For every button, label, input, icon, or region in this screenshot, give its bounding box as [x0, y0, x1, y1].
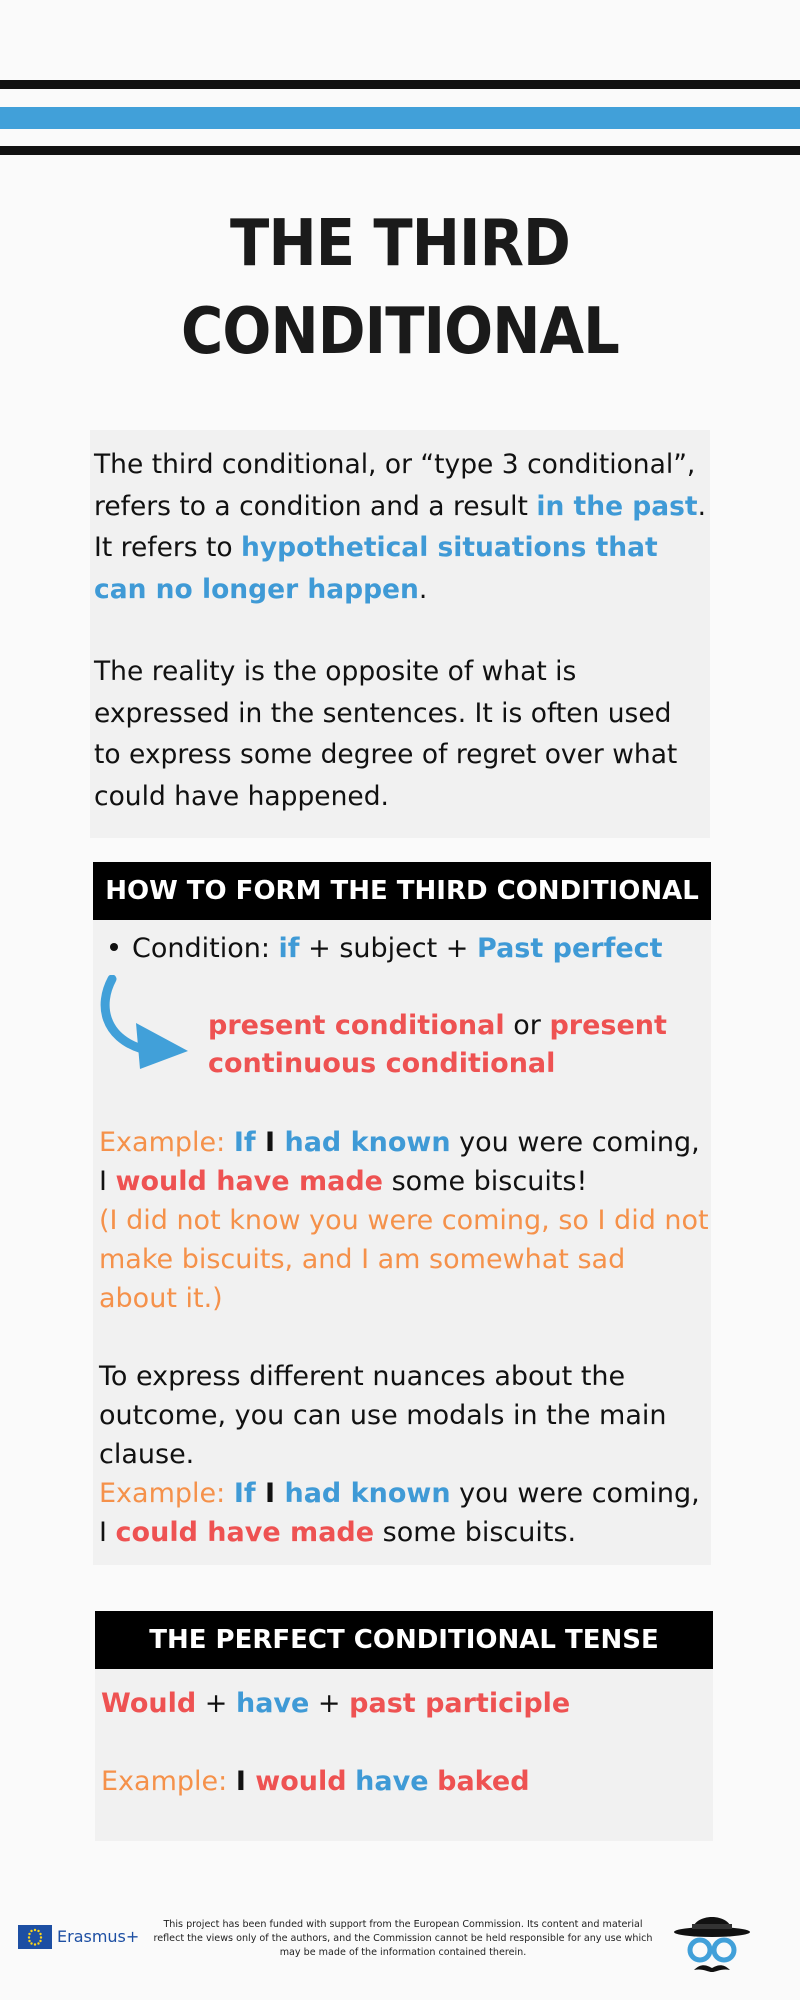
perfect-example: Example: I would have baked: [101, 1766, 530, 1797]
page-title: THE THIRD CONDITIONAL: [181, 207, 619, 369]
perfect-section-header: THE PERFECT CONDITIONAL TENSE: [95, 1611, 713, 1669]
condition-bullet: Condition: if + subject + Past perfect: [110, 930, 663, 968]
disclaimer: This project has been funded with support from the European Commission. Its content and material reflect the views only of the authors, and the Commission cannot be held responsible for any use which may be made of the information contained therein.: [153, 1919, 653, 1958]
erasmus-label: Erasmus+: [57, 1927, 140, 1946]
footer: [0, 1900, 800, 2000]
example-1-note: (I did not know you were coming, so I did not make biscuits, and I am somewhat sad about it.): [99, 1205, 709, 1314]
top-stripe-black: [0, 80, 800, 89]
intro-paragraph-1: The third conditional, or “type 3 conditional”, refers to a condition and a result in the past. It refers to hypothetical situations that can no longer happen.: [94, 449, 706, 605]
intro-box: [90, 430, 710, 838]
result-text: present conditional or present continuous conditional: [208, 1010, 667, 1079]
form-section-header: HOW TO FORM THE THIRD CONDITIONAL: [93, 862, 711, 920]
top-stripe-blue: [0, 107, 800, 129]
bottom-stripe-black: [0, 146, 800, 155]
eu-flag-icon: [18, 1925, 52, 1949]
example-1: Example: If I had known you were coming, I would have made some biscuits! (I did not know you were coming, so I did not make biscuits, and I am somewhat sad about it.): [99, 1127, 709, 1314]
curved-arrow-icon: [96, 975, 196, 1075]
mascot-icon: [672, 1906, 752, 1986]
nuance-paragraph: To express different nuances about the outcome, you can use modals in the main clause. Example: If I had known you were coming, I could have made some biscuits.: [99, 1361, 700, 1548]
bullet-dot: [110, 943, 118, 951]
perfect-formula: Would + have + past participle: [101, 1688, 571, 1719]
intro-paragraph-2: The reality is the opposite of what is expressed in the sentences. It is often used to express some degree of regret over what could have happened.: [94, 656, 678, 812]
